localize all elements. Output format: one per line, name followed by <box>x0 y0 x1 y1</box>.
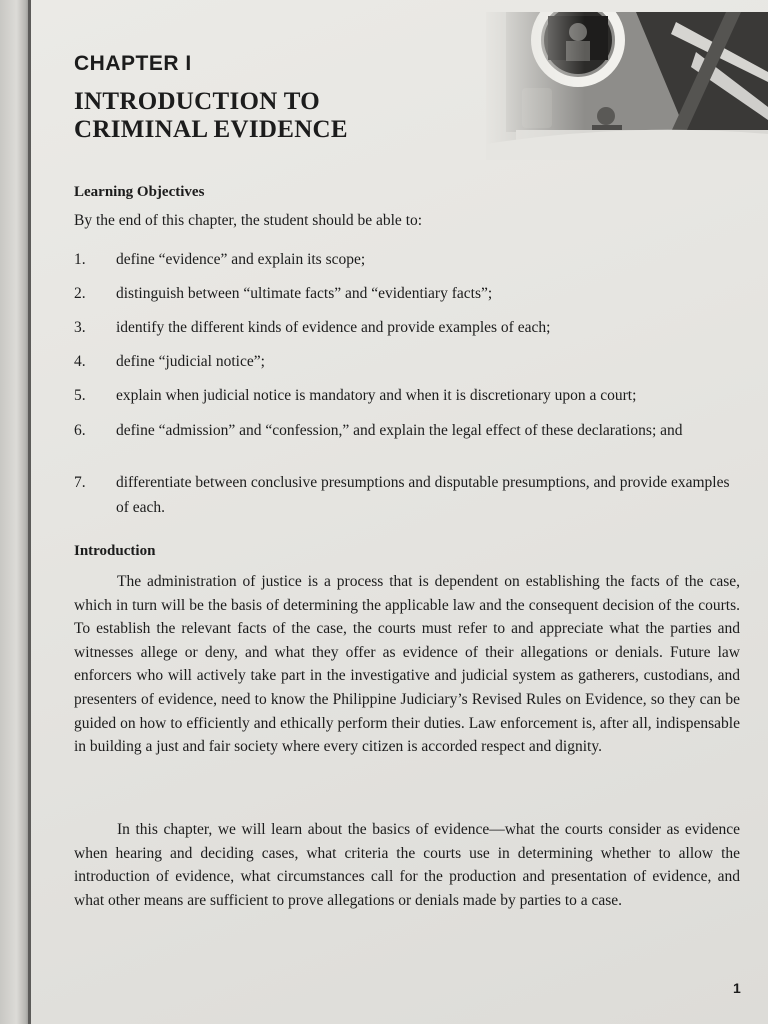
list-item-number: 3. <box>74 319 86 336</box>
list-item-text: define “evidence” and explain its scope; <box>116 251 366 268</box>
list-item-text: identify the different kinds of evidence and provide examples of each; <box>116 319 551 336</box>
list-item-number: 1. <box>74 251 86 268</box>
introduction-paragraph: The administration of justice is a process that is dependent on establishing the facts of the case, which in turn will be the basis of determining the applicable law and the consequent decision of the courts. To establish the relevant facts of the case, the courts must refer to and appreciate what the parties and witnesses allege or deny, and what they offer as evidence of their allegations or denials. Future law enforcers who will actively take part in the investigative and judicial system as gatherers, custodians, and presenters of evidence, need to know the Philippine Judiciary’s Revised Rules on Evidence, so they can be guided on how to efficiently and ethically perform their duties. Law enforcement is, after all, indispensable in building a just and fair society where every citizen is accorded respect and dignity. <box>74 573 740 756</box>
list-item-text: define “judicial notice”; <box>116 353 265 370</box>
list-item-text: differentiate between conclusive presumptions and disputable presumptions, and provide examples of each. <box>116 474 730 516</box>
list-item-number: 6. <box>74 422 86 439</box>
list-item-number: 4. <box>74 353 86 370</box>
courtroom-photo-icon <box>486 12 768 160</box>
chapter-title-line: INTRODUCTION TO <box>74 88 320 115</box>
list-item-text: define “admission” and “confession,” and explain the legal effect of these declarations; and <box>116 422 683 439</box>
list-item-text: distinguish between “ultimate facts” and “evidentiary facts”; <box>116 285 493 302</box>
list-item-text: explain when judicial notice is mandatory and when it is discretionary upon a court; <box>116 387 637 404</box>
page-number: 1 <box>733 980 741 996</box>
chapter-title-line: CRIMINAL EVIDENCE <box>74 116 348 143</box>
book-binding <box>0 0 30 1024</box>
chapter-label: CHAPTER I <box>74 52 192 75</box>
introduction-heading: Introduction <box>74 543 156 559</box>
list-item-number: 5. <box>74 387 86 404</box>
learning-objectives-intro: By the end of this chapter, the student should be able to: <box>74 212 423 229</box>
chapter-title <box>74 88 494 144</box>
introduction-paragraph: In this chapter, we will learn about the basics of evidence—what the courts consider as evidence when hearing and deciding cases, what criteria the courts use in determining whether to allow the introduction of evidence, what circumstances call for the production and presentation of evidence, and what other means are sufficient to prove allegations or denials made by parties to a case. <box>74 821 740 909</box>
list-item-number: 7. <box>74 474 86 491</box>
learning-objectives-heading: Learning Objectives <box>74 184 205 200</box>
book-page <box>31 0 768 1024</box>
list-item-number: 2. <box>74 285 86 302</box>
